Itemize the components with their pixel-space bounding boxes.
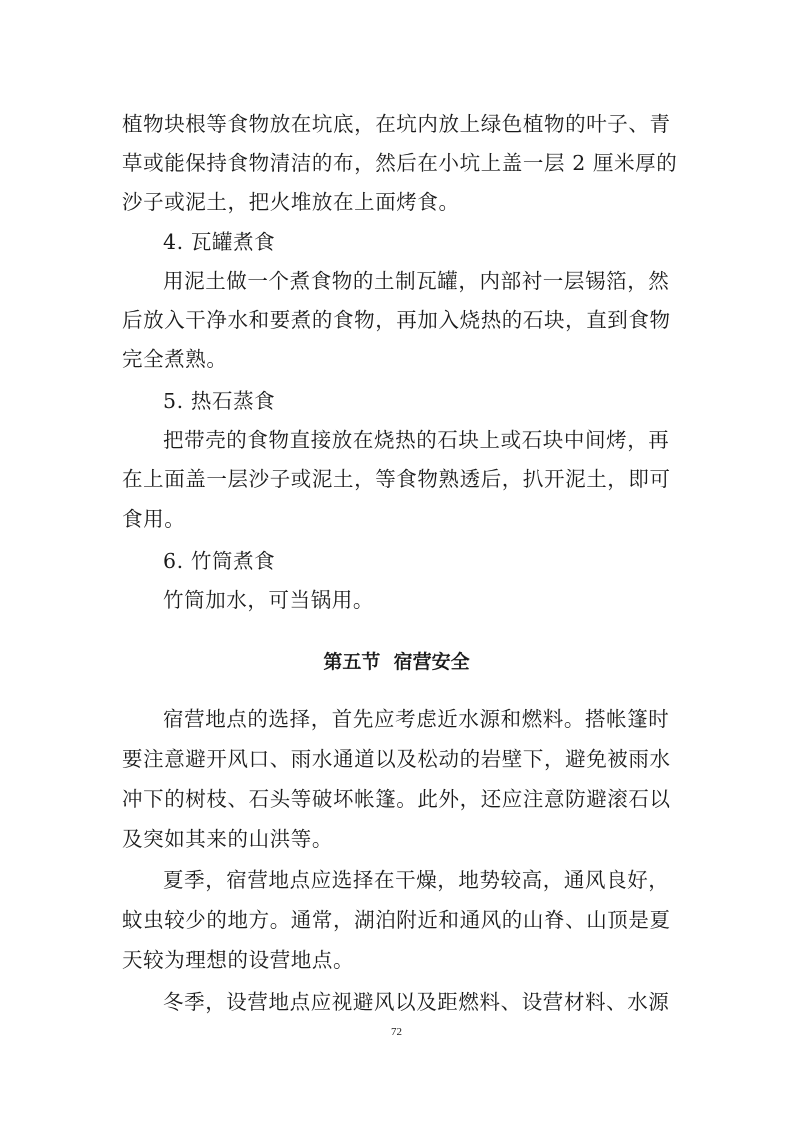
paragraph-line: 食用。 <box>122 507 186 531</box>
page-number: 72 <box>391 1026 402 1038</box>
paragraph-line: 草或能保持食物清洁的布，然后在小坑上盖一层 2 厘米厚的 <box>122 151 678 175</box>
paragraph-line: 沙子或泥土，把火堆放在上面烤食。 <box>122 190 460 214</box>
list-item-title: 4. 瓦罐煮食 <box>163 230 276 254</box>
paragraph-line: 完全煮熟。 <box>122 347 228 371</box>
paragraph-line: 宿营地点的选择，首先应考虑近水源和燃料。搭帐篷时 <box>163 707 670 731</box>
paragraph-line: 冬季，设营地点应视避风以及距燃料、设营材料、水源 <box>163 990 670 1014</box>
paragraph-line: 蚊虫较少的地方。通常，湖泊附近和通风的山脊、山顶是夏 <box>122 908 671 932</box>
paragraph-line: 后放入干净水和要煮的食物，再加入烧热的石块，直到食物 <box>122 308 671 332</box>
section-heading: 第五节 宿营安全 <box>323 651 470 673</box>
paragraph-line: 用泥土做一个煮食物的土制瓦罐，内部衬一层锡箔，然 <box>163 269 670 293</box>
paragraph-line: 夏季，宿营地点应选择在干燥，地势较高，通风良好， <box>163 868 670 892</box>
paragraph-line: 在上面盖一层沙子或泥土，等食物熟透后，扒开泥土，即可 <box>122 467 671 491</box>
list-item-title: 6. 竹筒煮食 <box>163 549 276 573</box>
paragraph-line: 及突如其来的山洪等。 <box>122 827 333 851</box>
paragraph-line: 把带壳的食物直接放在烧热的石块上或石块中间烤，再 <box>163 428 670 452</box>
list-item-title: 5. 热石蒸食 <box>163 389 276 413</box>
paragraph-line: 要注意避开风口、雨水通道以及松动的岩壁下，避免被雨水 <box>122 747 671 771</box>
paragraph-line: 植物块根等食物放在坑底，在坑内放上绿色植物的叶子、青 <box>122 112 671 136</box>
paragraph-line: 竹筒加水，可当锅用。 <box>163 588 374 612</box>
paragraph-line: 冲下的树枝、石头等破坏帐篷。此外，还应注意防避滚石以 <box>122 787 671 811</box>
paragraph-line: 天较为理想的设营地点。 <box>122 948 355 972</box>
